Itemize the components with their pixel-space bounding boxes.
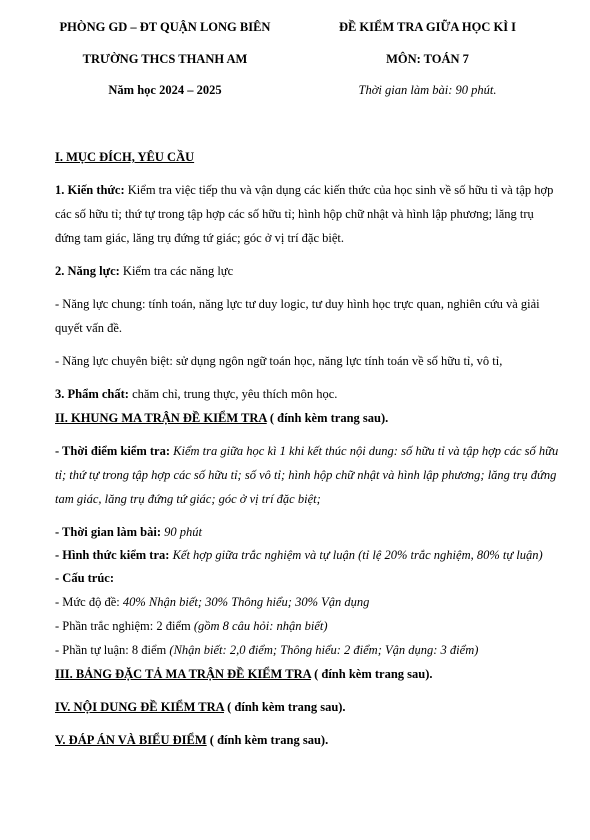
knowledge-text: Kiểm tra việc tiếp thu và vận dụng các kiến thức của học sinh về số hữu tỉ và tập hợp các số hữu tỉ; thứ tự trong tập hợp các số hữu tỉ; hình hộp chữ nhật và hình lập phương; lăng trụ đứng tam giác, lăng trụ đứng tứ giác; góc ở vị trí đặc biệt. xyxy=(55,183,554,245)
exam-duration: Thời gian làm bài: 90 phút. xyxy=(358,83,497,97)
competence-text: Kiểm tra các năng lực xyxy=(119,264,234,278)
section-4-note: ( đính kèm trang sau). xyxy=(224,700,346,714)
mcq-prefix: - Phần trắc nghiệm: 2 điểm xyxy=(55,619,194,633)
header-row-1 xyxy=(0,20,590,38)
general-competence: - Năng lực chung: tính toán, năng lực tư duy logic, tư duy hình học trực quan, nghiên cứu và giải quyết vấn đề. xyxy=(55,297,540,335)
mcq-text: (gồm 8 câu hỏi: nhận biết) xyxy=(193,619,328,633)
section-5-note: ( đính kèm trang sau). xyxy=(206,733,329,747)
document-body xyxy=(55,145,560,752)
section-4-heading xyxy=(55,695,560,719)
format-label: - Hình thức kiểm tra: xyxy=(55,548,170,562)
section-1-title: I. MỤC ĐÍCH, YÊU CẦU xyxy=(55,150,195,164)
duration-text: 90 phút xyxy=(161,525,203,539)
section-3-note: ( đính kèm trang sau). xyxy=(310,667,433,681)
subject-name: MÔN: TOÁN 7 xyxy=(386,52,469,66)
essay-part xyxy=(55,638,560,662)
essay-text: (Nhận biết: 2,0 điểm; Thông hiểu: 2 điểm; Vận dụng: 3 điểm) xyxy=(169,643,479,657)
competence-paragraph xyxy=(55,259,560,283)
section-2-title: II. KHUNG MA TRẬN ĐỀ KIỂM TRA xyxy=(55,411,267,425)
level-text: 40% Nhận biết; 30% Thông hiểu; 30% Vận dụng xyxy=(122,595,370,609)
knowledge-paragraph xyxy=(55,178,560,250)
difficulty-level xyxy=(55,590,560,614)
duration-paragraph xyxy=(55,520,560,544)
section-2-heading xyxy=(55,406,560,430)
format-text: Kết hợp giữa trắc nghiệm và tự luận (tỉ lệ 20% trắc nghiệm, 80% tự luận) xyxy=(169,548,543,562)
quality-paragraph xyxy=(55,382,560,406)
section-5-heading xyxy=(55,728,560,752)
section-4-title: IV. NỘI DUNG ĐỀ KIỂM TRA xyxy=(55,700,225,714)
structure-label xyxy=(55,566,560,590)
header-row-3 xyxy=(0,83,590,101)
exam-time-label: - Thời điểm kiểm tra: xyxy=(55,444,171,458)
section-2-note: ( đính kèm trang sau). xyxy=(266,411,389,425)
mcq-part xyxy=(55,614,560,638)
quality-label: 3. Phẩm chất: xyxy=(55,387,129,401)
knowledge-label: 1. Kiến thức: xyxy=(55,183,125,197)
school-name: TRƯỜNG THCS THANH AM xyxy=(82,52,248,66)
header-row-2 xyxy=(0,52,590,70)
level-prefix: - Mức độ đề: xyxy=(55,595,123,609)
competence-label: 2. Năng lực: xyxy=(55,264,120,278)
section-3-heading xyxy=(55,662,560,686)
structure-label-text: - Cấu trúc: xyxy=(55,571,115,585)
section-3-title: III. BẢNG ĐẶC TẢ MA TRẬN ĐỀ KIỂM TRA xyxy=(55,667,311,681)
section-5-title: V. ĐÁP ÁN VÀ BIỂU ĐIỂM xyxy=(55,733,207,747)
quality-text: chăm chỉ, trung thực, yêu thích môn học. xyxy=(128,387,338,401)
department-name: PHÒNG GD – ĐT QUẬN LONG BIÊN xyxy=(59,20,271,34)
exam-time-text: Kiểm tra giữa học kì 1 khi kết thúc nội dung: số hữu tỉ và tập hợp các số hữu tỉ; thứ tự trong tập hợp các số hữu tỉ; số vô tỉ; hình hộp chữ nhật và hình lập phương; lăng trụ đứng tam giác, lăng trụ đứng tứ giác; góc ở vị trí đặc biệt; xyxy=(55,444,559,506)
duration-label: - Thời gian làm bài: xyxy=(55,525,162,539)
exam-time-paragraph xyxy=(55,439,560,511)
school-year: Năm học 2024 – 2025 xyxy=(108,83,222,97)
specific-competence: - Năng lực chuyên biệt: sử dụng ngôn ngữ toán học, năng lực tính toán về số hữu tỉ, vô tỉ, xyxy=(55,354,503,368)
essay-prefix: - Phần tự luận: 8 điểm xyxy=(55,643,170,657)
exam-title: ĐỀ KIỂM TRA GIỮA HỌC KÌ I xyxy=(338,20,517,34)
format-paragraph xyxy=(55,546,560,565)
